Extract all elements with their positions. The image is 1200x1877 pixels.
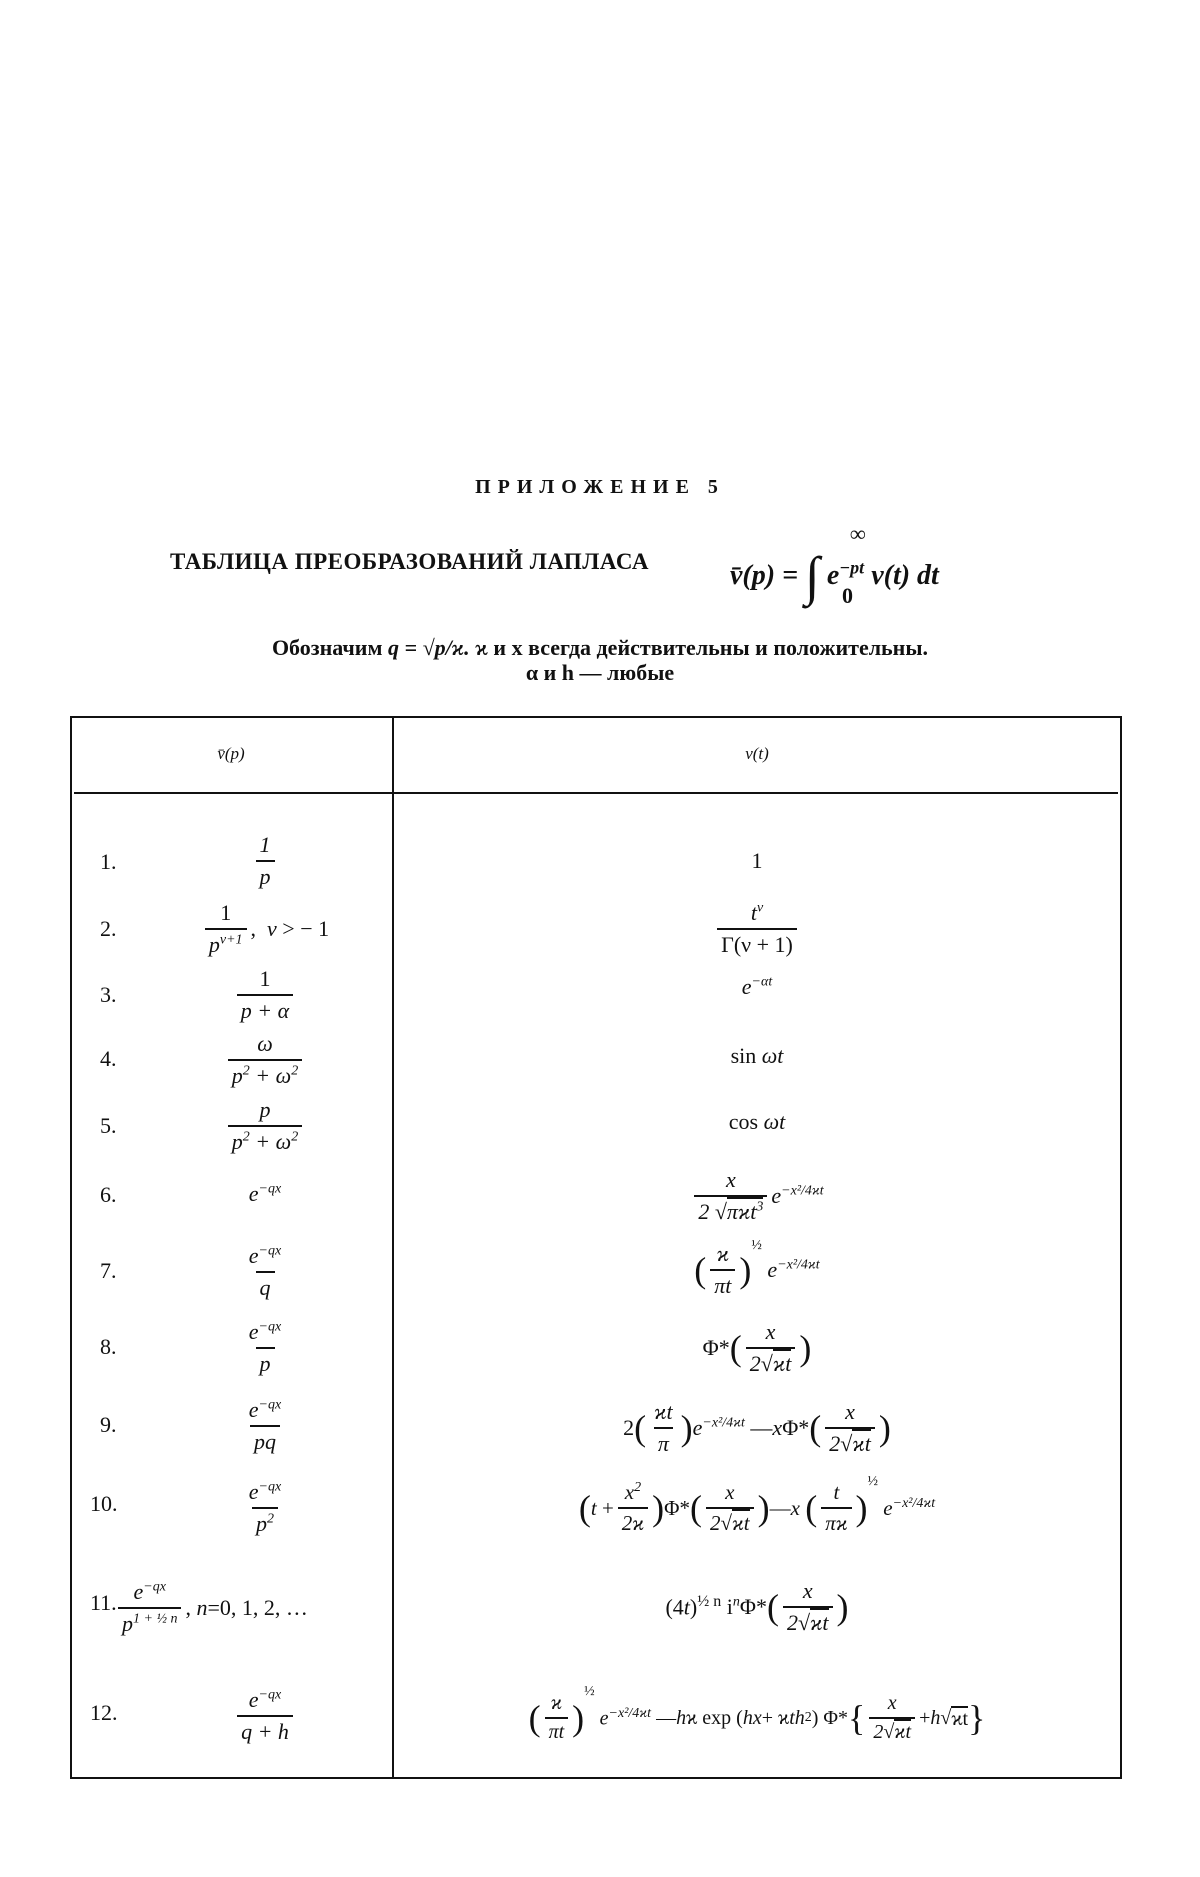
- row-number: 5.: [100, 1113, 117, 1138]
- original-cell: ( $\frac{ϰ}{\pi t}$ ) $^{\frac{1}{2}}$ $e^{-x^2/4ϰt}$: [694, 1238, 820, 1298]
- upper-limit: ∞: [850, 521, 866, 546]
- image-cell: $\frac{e^{-qx}}{pq}$: [248, 1397, 282, 1454]
- row-number: 7.: [100, 1258, 117, 1283]
- appendix-label: ПРИЛОЖЕНИЕ 5: [475, 476, 725, 498]
- image-cell: $\frac{p}{p^2 + \omega^2}$: [140, 1094, 390, 1158]
- image-cell: $\frac{1}{p + \alpha}$: [140, 962, 390, 1028]
- original-cell: $\frac{x}{2 √\pi ϰt^3}$ $e^{-x^2/4ϰt}$: [394, 1156, 1120, 1236]
- row-number: 1.: [100, 849, 117, 874]
- integrand-base: e: [826, 560, 840, 591]
- title-text: ТАБЛИЦА ПРЕОБРАЗОВАНИЙ ЛАПЛАСА: [170, 549, 649, 574]
- image-cell: $\frac{e^{-qx}}{q}$: [248, 1243, 282, 1300]
- image-cell: $\frac{e^{-qx}}{p}$: [248, 1319, 282, 1376]
- original-cell: Φ* ( $\frac{x}{2√ϰt}$ ): [702, 1319, 812, 1376]
- title-formula: [730, 521, 939, 608]
- image-cell: $\frac{\omega}{p^2 + \omega^2}$: [140, 1028, 390, 1092]
- header-image: v̄(p): [217, 744, 245, 763]
- intro-denote: Обозначим: [271, 635, 383, 660]
- row-number: 4.: [100, 1046, 117, 1071]
- intro-line-1: [0, 635, 1200, 661]
- original-cell: 1: [751, 848, 763, 873]
- row-number: 2.: [100, 916, 117, 941]
- intro-q-def: q = √p/ϰ.: [387, 635, 470, 660]
- original-cell: ( t + $\frac{x^2}{2ϰ}$ ) Φ* ( $\frac{x}{2√ϰt}$ ) — x ( $\frac{t}{\pi ϰ}$ ) ½ $e^{-x^2/4ϰt}$: [578, 1474, 936, 1535]
- header-rule: [74, 792, 1118, 794]
- row-number: 11.: [90, 1590, 117, 1615]
- original-cell: sin ωt: [730, 1043, 784, 1068]
- row-number: 12.: [90, 1700, 118, 1725]
- original-cell: cos ωt: [728, 1109, 786, 1134]
- integral-sign: ∫: [805, 546, 820, 606]
- row-number: 8.: [100, 1334, 117, 1359]
- image-cell: $\frac{1}{p^{\nu+1}}$ , ν > − 1: [140, 896, 390, 962]
- image-cell: $\frac{1}{p}$: [140, 826, 390, 896]
- integrand-exponent: −pt: [839, 557, 865, 578]
- image-cell: $\frac{e^{-qx}}{p^{1 + \frac{1}{2} n}}$ , n=0, 1, 2, …: [114, 1556, 392, 1660]
- right-border: [1120, 716, 1122, 1779]
- original-cell: $\frac{t^\nu}{\Gamma(\nu + 1)}$: [394, 896, 1120, 962]
- laplace-table: [70, 716, 1122, 1779]
- intro-condition: ϰ и x всегда действительны и положительны.: [475, 635, 929, 660]
- table-title: [170, 521, 1050, 615]
- intro-line-2: α и h — любые: [525, 660, 675, 685]
- row-number: 6.: [100, 1182, 117, 1207]
- image-cell: $\frac{e^{-qx}}{p^2}$: [248, 1479, 282, 1536]
- table-bottom-rule: [70, 1777, 1122, 1779]
- image-cell: $\frac{e^{-qx}}{q + h}$: [140, 1676, 390, 1756]
- original-cell: $(4t)^{\frac{1}{2} n}$ $i^n\Phi*$ ( $\frac{x}{2√ϰt}$ ): [665, 1578, 849, 1635]
- lower-limit: 0: [842, 583, 853, 608]
- image-cell: $e^{-qx}$: [248, 1181, 282, 1206]
- formula-lhs: v̄(p) =: [730, 560, 799, 591]
- row-number: 3.: [100, 982, 117, 1007]
- original-cell: 2 ( $\frac{ϰt}{\pi}$ ) $e^{-x^2/4ϰt}$ — x Φ* ( $\frac{x}{2√ϰt}$ ): [623, 1399, 891, 1456]
- original-cell: $e^{-\alpha t}$: [741, 974, 773, 999]
- table-top-rule: [70, 716, 1122, 718]
- row-number: 9.: [100, 1412, 117, 1437]
- integrand-tail: v(t) dt: [871, 560, 939, 591]
- left-border: [70, 716, 72, 1779]
- original-cell: ( $\frac{ϰ}{\pi t}$ ) ½ $e^{-x^2/4ϰt}$ — h ϰ exp ( hx + ϰ th 2 ) Φ* { $\frac{x}{2√ϰt}$ + h √ ϰt }: [528, 1684, 986, 1743]
- row-number: 10.: [90, 1491, 118, 1516]
- header-original: v(t): [745, 744, 769, 763]
